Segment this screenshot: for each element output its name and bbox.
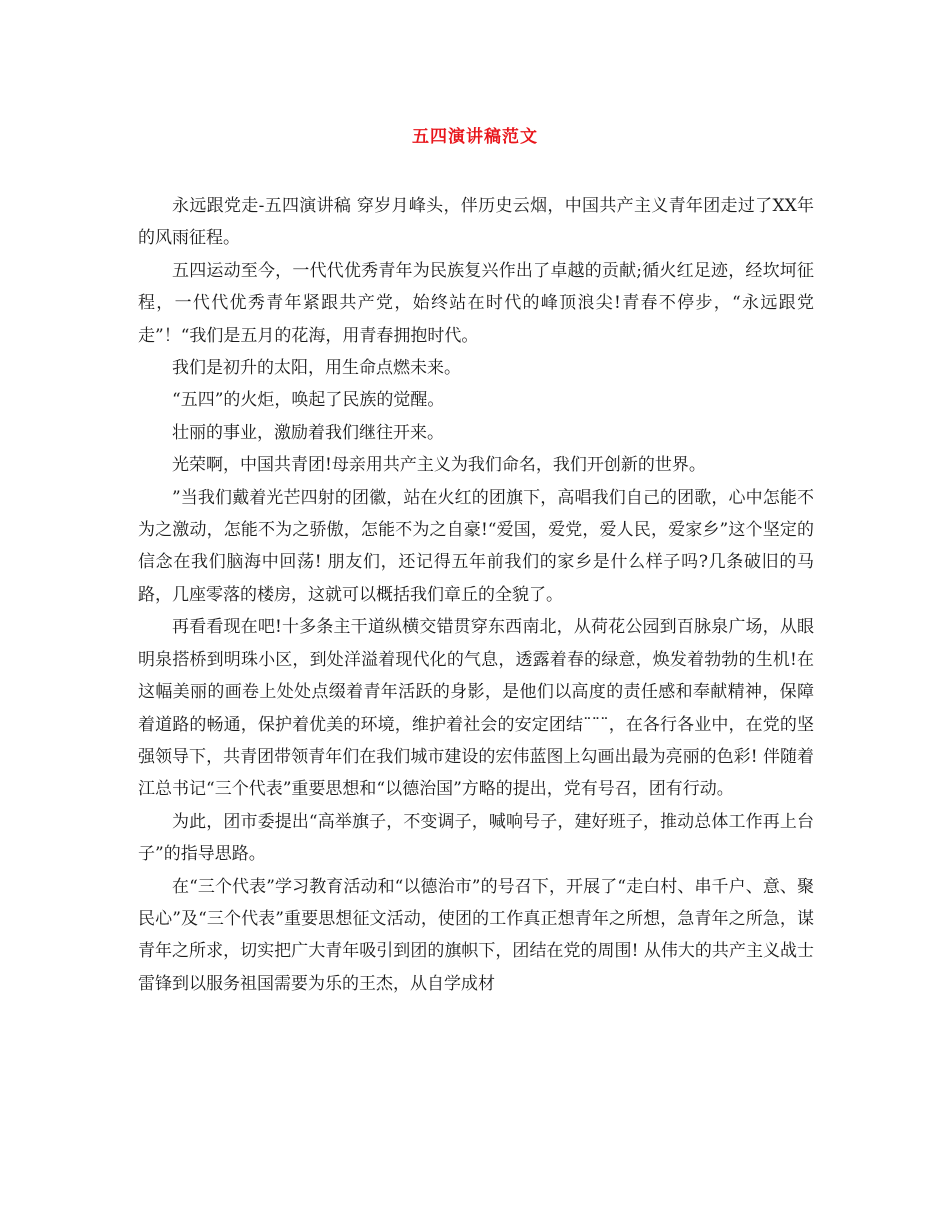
paragraph: 在“三个代表”学习教育活动和“以德治市”的号召下，开展了“走白村、串千户、意、聚民心”及“三个代表”重要思想征文活动，使团的工作真正想青年之所想，急青年之所急，谋青年之所求，切实把广大青年吸引到团的旗帜下，团结在党的周围! 从伟大的共产主义战士雷锋到以服务祖国需要为乐的王杰，从自学成材: [138, 876, 814, 994]
paragraph: 再看看现在吧!十多条主干道纵横交错贯穿东西南北，从荷花公园到百脉泉广场，从眼明泉搭桥到明珠小区，到处洋溢着现代化的气息，透露着春的绿意，焕发着勃勃的生机!在这幅美丽的画卷上处处点缀着青年活跃的身影，是他们以高度的责任感和奉献精神，保障着道路的畅通，保护着优美的环境，维护着社会的安定团结¨¨¨，在各行各业中，在党的坚强领导下，共青团带领青年们在我们城市建设的宏伟蓝图上勾画出最为亮丽的色彩! 伴随着江总书记“三个代表”重要思想和“以德治国”方略的提出，党有号召，团有行动。: [138, 617, 814, 800]
document-title: 五四演讲稿范文: [412, 127, 538, 147]
document-body: [138, 190, 814, 1000]
paragraph: ”当我们戴着光芒四射的团徽，站在火红的团旗下，高唱我们自己的团歌，心中怎能不为之激动，怎能不为之骄傲，怎能不为之自豪!“爱国，爱党，爱人民，爱家乡”这个坚定的信念在我们脑海中回荡! 朋友们，还记得五年前我们的家乡是什么样子吗?几条破旧的马路，几座零落的楼房，这就可以概括我们章丘的全貌了。: [138, 487, 814, 605]
paragraph: 五四运动至今，一代代优秀青年为民族复兴作出了卓越的贡献;循火红足迹，经坎坷征程，一代代优秀青年紧跟共产党，始终站在时代的峰顶浪尖!青春不停步，“永远跟党走”！“我们是五月的花海，用青春拥抱时代。: [138, 260, 814, 346]
paragraph: 光荣啊，中国共青团!母亲用共产主义为我们命名，我们开创新的世界。: [172, 455, 706, 476]
paragraph: 我们是初升的太阳，用生命点燃未来。: [172, 358, 461, 379]
paragraph: “五四”的火炬，唤起了民族的觉醒。: [172, 390, 445, 411]
paragraph: 永远跟党走-五四演讲稿 穿岁月峰头，伴历史云烟，中国共产主义青年团走过了XX年的风雨征程。: [138, 196, 814, 249]
paragraph: 为此，团市委提出“高举旗子，不变调子，喊响号子，建好班子，推动总体工作再上台子”的指导思路。: [138, 811, 814, 865]
paragraph: 壮丽的事业，激励着我们继往开来。: [172, 422, 444, 443]
